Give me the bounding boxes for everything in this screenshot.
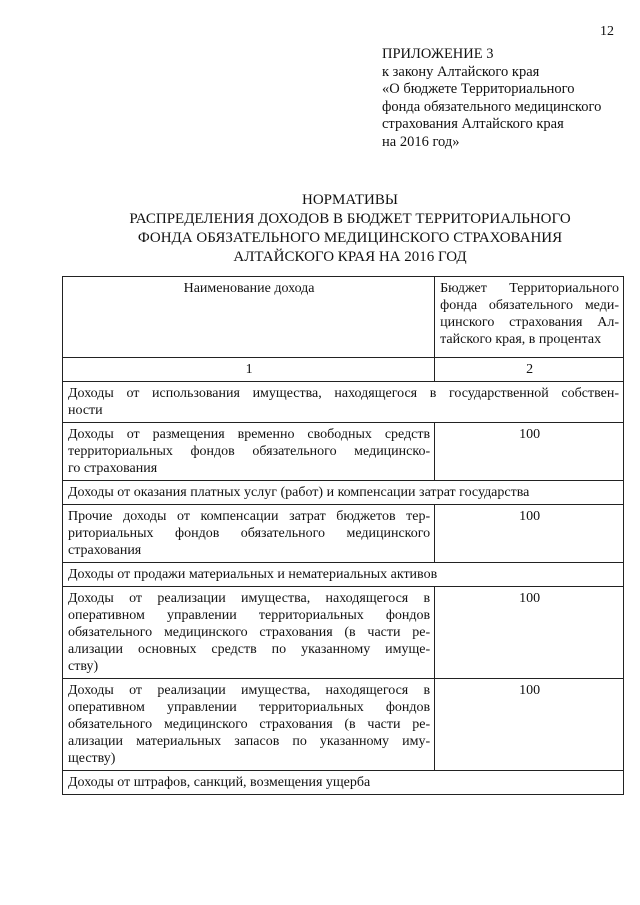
cell-line: Доходы от реализации имущества, находящегося в <box>68 591 431 606</box>
cell-line: риториальных фондов обязательного медицинского <box>68 526 431 541</box>
row-group-label <box>63 563 624 587</box>
appendix-line: на 2016 год» <box>382 133 460 150</box>
cell-line: страхования <box>68 543 142 558</box>
cell-line: Доходы от оказания платных услуг (работ) и компенсации затрат государства <box>68 485 530 500</box>
cell-line: Доходы от размещения временно свободных средств <box>68 427 431 442</box>
cell-line: ществу) <box>68 751 116 766</box>
cell-line: ности <box>68 403 103 418</box>
table-header-row <box>63 277 624 358</box>
row-income-name <box>63 587 435 679</box>
row-income-name <box>63 423 435 481</box>
column-number: 1 <box>63 358 435 382</box>
cell-line: территориальных фондов обязательного медицинско- <box>68 444 431 459</box>
cell-line: го страхования <box>68 461 158 476</box>
table-row <box>63 382 624 423</box>
cell-line: оперативном управлении территориальных фондов <box>68 700 431 715</box>
appendix-line: фонда обязательного медицинского <box>382 98 602 115</box>
header-budget-line: Бюджет Территориального <box>440 281 619 296</box>
appendix-line: ПРИЛОЖЕНИЕ 3 <box>382 46 494 62</box>
title-line: АЛТАЙСКОГО КРАЯ НА 2016 ГОД <box>233 249 467 265</box>
header-budget-line: фонда обязательного меди- <box>440 298 619 313</box>
appendix-line: к закону Алтайского края <box>382 63 540 80</box>
title-line: РАСПРЕДЕЛЕНИЯ ДОХОДОВ В БЮДЖЕТ ТЕРРИТОРИАЛЬНОГО <box>129 211 571 227</box>
title-line: НОРМАТИВЫ <box>302 192 398 208</box>
cell-line: ству) <box>68 659 99 674</box>
cell-line: Прочие доходы от компенсации затрат бюджетов тер- <box>68 509 431 524</box>
cell-line: оперативном управлении территориальных фондов <box>68 608 431 623</box>
row-group-label <box>63 771 624 795</box>
header-budget-percent <box>435 277 624 358</box>
header-budget-line: тайского края, в процентах <box>440 332 602 347</box>
header-income-name: Наименование дохода <box>63 277 435 358</box>
title-line: ФОНДА ОБЯЗАТЕЛЬНОГО МЕДИЦИНСКОГО СТРАХОВАНИЯ <box>137 230 563 246</box>
cell-line: Доходы от реализации имущества, находящегося в <box>68 683 431 698</box>
column-number: 2 <box>435 358 624 382</box>
cell-line: обязательного медицинского страхования (в части ре- <box>68 625 431 640</box>
table-row <box>63 563 624 587</box>
row-income-name <box>63 505 435 563</box>
table-row <box>63 423 624 481</box>
document-title <box>60 191 640 267</box>
appendix-line: страхования Алтайского края <box>382 116 564 132</box>
table-row <box>63 587 624 679</box>
table-row <box>63 771 624 795</box>
cell-line: Доходы от продажи материальных и нематериальных активов <box>68 567 438 582</box>
page-number: 12 <box>600 24 614 39</box>
cell-line: обязательного медицинского страхования (в части ре- <box>68 717 431 732</box>
row-value: 100 <box>435 679 624 771</box>
header-budget-line: цинского страхования Ал- <box>440 315 619 330</box>
row-value: 100 <box>435 505 624 563</box>
row-group-label <box>63 382 624 423</box>
cell-line: ализации основных средств по указанному имуще- <box>68 642 431 657</box>
row-income-name <box>63 679 435 771</box>
cell-line: ализации материальных запасов по указанному иму- <box>68 734 431 749</box>
table-row <box>63 505 624 563</box>
cell-line: Доходы от штрафов, санкций, возмещения ущерба <box>68 775 371 790</box>
appendix-line: «О бюджете Территориального <box>382 81 575 97</box>
norms-table <box>62 276 624 795</box>
column-number-row <box>63 358 624 382</box>
row-value: 100 <box>435 587 624 679</box>
table-row <box>63 481 624 505</box>
cell-line: Доходы от использования имущества, находящегося в государственной собствен- <box>68 386 619 401</box>
appendix-header <box>382 46 601 151</box>
row-value: 100 <box>435 423 624 481</box>
table-row <box>63 679 624 771</box>
row-group-label <box>63 481 624 505</box>
